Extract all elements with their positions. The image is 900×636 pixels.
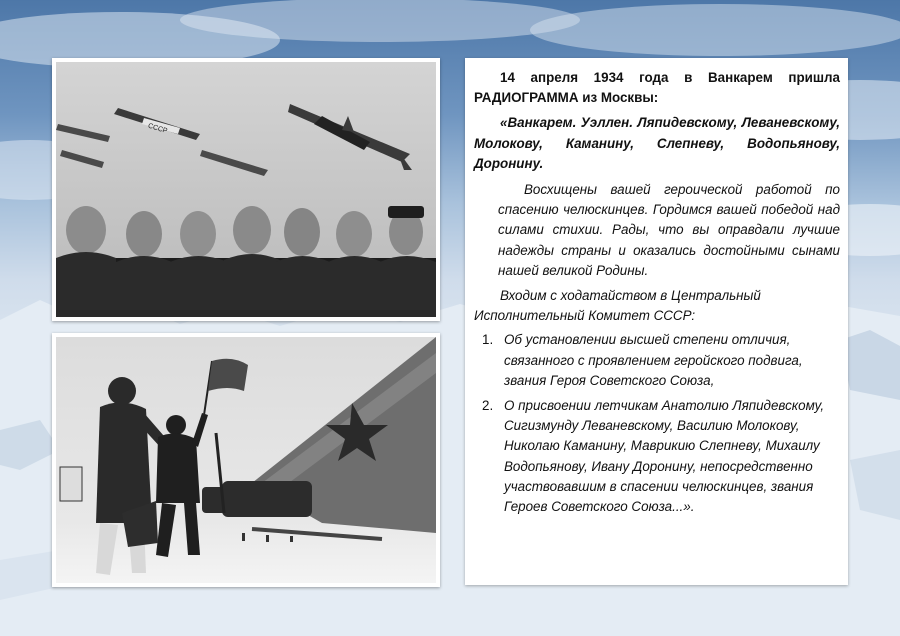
plane-cccp-label: СССР	[147, 122, 169, 136]
radiogram-text-card	[465, 58, 848, 585]
radiogram-title: 14 апреля 1934 года в Ванкарем пришла РАДИОГРАММА из Москвы:	[474, 70, 840, 106]
radiogram-addressees: «Ванкарем. Уэллен. Ляпидевскому, Леваневскому, Молокову, Каманину, Слепневу, Водопьянову, Доронину.	[474, 115, 840, 171]
pilots-and-planes-photo	[52, 58, 440, 321]
radiogram-item-1: 1. Об установлении высшей степени отличия, связанного с проявлением геройского подвига, звания Героя Советского Союза,	[482, 332, 803, 388]
radiogram-items-list	[474, 330, 840, 517]
rescue-flag-photo	[52, 333, 440, 587]
radiogram-petition: Входим с ходатайством в Центральный Исполнительный Комитет СССР:	[474, 288, 761, 324]
radiogram-item-2: 2. О присвоении летчикам Анатолию Ляпидевскому, Сигизмунду Леваневскому, Василию Молокову, Николаю Каманину, Маврикию Слепневу, Михаилу Водопьянову, Ивану Доронину, непосредственно участвовавшим в спасении челюскинцев, звания Героев Советского Союза...».	[482, 398, 825, 515]
radiogram-content	[474, 68, 840, 522]
radiogram-praise: Восхищены вашей героической работой по спасению челюскинцев. Гордимся вашей победой над силами стихии. Рады, что вы оправдали лучшие надежды страны и оказались достойными сынами нашей великой Родины.	[498, 182, 840, 278]
